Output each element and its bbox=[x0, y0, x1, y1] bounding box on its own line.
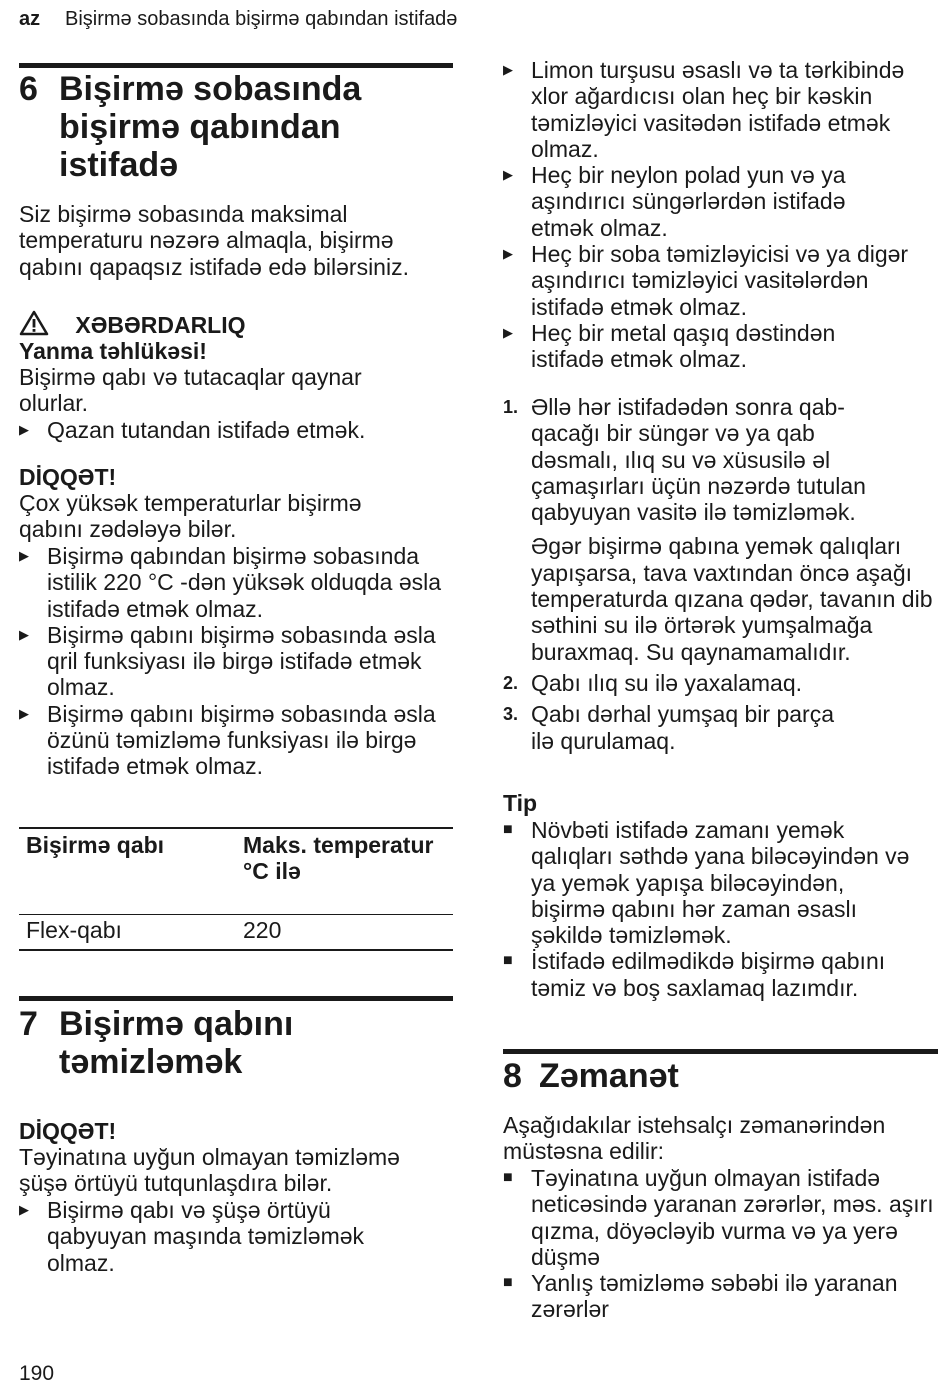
section-number: 8 bbox=[503, 1057, 522, 1095]
list-item: ▶ Bişirmə qabından bişirmə sobasında istilik 220 °C -dən yüksək olduqda əsla istifadə etmək olmaz. bbox=[19, 543, 442, 622]
list-item: ▶ Bişirmə qabı və şüşə örtüyü qabyuyan maşında təmizləmək olmaz. bbox=[19, 1197, 365, 1276]
warning-subtitle: Yanma təhlükəsi! bbox=[19, 338, 207, 364]
tip-list bbox=[503, 817, 938, 1001]
bullet-square-icon: ■ bbox=[503, 1274, 513, 1292]
warning-list bbox=[19, 417, 453, 443]
step-item: 2. Qabı ılıq su ilə yaxalamaq. bbox=[503, 669, 803, 696]
list-item: ■ Təyinatına uyğun olmayan istifadə neticəsində yaranan zərərlər, məs. aşırı qızma, döyəcləyib vurma və ya yerə düşmə bbox=[503, 1165, 934, 1270]
section-title: Bişirmə qabını təmizləmək bbox=[59, 1005, 294, 1081]
bullet-triangle-icon: ▶ bbox=[19, 548, 29, 563]
section-number: 7 bbox=[19, 1005, 38, 1043]
warning-triangle-icon bbox=[19, 310, 49, 336]
caution-list bbox=[19, 1197, 453, 1276]
step-note: Əgər bişirmə qabına yemək qalıqları yapışarsa, tava vaxtından öncə aşağı temperaturda qızana qədər, tavanın dib səthini su ilə örtərək yumşalmağa buraxmaq. Su qaynamamalıdır. bbox=[531, 533, 933, 665]
table-bottom-rule bbox=[19, 949, 453, 951]
table-header-cell: Bişirmə qabı bbox=[26, 832, 165, 858]
table-header-cell: Maks. temperatur °C ilə bbox=[243, 832, 434, 885]
section-divider bbox=[19, 996, 453, 1001]
language-code: az bbox=[19, 8, 41, 30]
step-number: 1. bbox=[503, 397, 519, 417]
section-6-intro: Siz bişirmə sobasında maksimal temperaturu nəzərə almaqla, bişirmə qabını qapaqsız istifadə edə bilərsiniz. bbox=[19, 201, 409, 280]
caution-text: Çox yüksək temperaturlar bişirmə qabını zədələyə bilər. bbox=[19, 490, 362, 543]
bullet-triangle-icon: ▶ bbox=[19, 422, 29, 437]
caution-list-continued bbox=[503, 57, 938, 373]
list-item: ■ Növbəti istifadə zamanı yemək qalıqları səthdə yana biləcəyindən və ya yemək yapışa biləcəyindən, bişirmə qabını hər zaman əsaslı şəkildə təmizləmək. bbox=[503, 817, 910, 949]
section-divider bbox=[19, 63, 453, 68]
caution-heading: DİQQƏT! bbox=[19, 1118, 117, 1144]
list-item: ■ İstifadə edilmədikdə bişirmə qabını təmiz və boş saxlamaq lazımdır. bbox=[503, 948, 886, 1001]
step-number: 2. bbox=[503, 672, 519, 693]
list-item: ▶ Bişirmə qabını bişirmə sobasında əsla özünü təmizləmə funksiyası ilə birgə istifadə etmək olmaz. bbox=[19, 700, 436, 780]
cleaning-steps bbox=[503, 394, 938, 754]
bullet-triangle-icon: ▶ bbox=[19, 705, 29, 721]
page-number: 190 bbox=[19, 1362, 55, 1385]
temperature-table bbox=[19, 832, 453, 943]
section-number: 6 bbox=[19, 70, 38, 108]
list-item: ▶ Heç bir metal qaşıq dəstindən istifadə etmək olmaz. bbox=[503, 319, 836, 373]
tip-heading: Tip bbox=[503, 790, 538, 816]
bullet-triangle-icon: ▶ bbox=[503, 62, 513, 77]
section-7-heading bbox=[19, 1005, 453, 1085]
bullet-triangle-icon: ▶ bbox=[503, 167, 513, 183]
warranty-exclusions bbox=[503, 1165, 938, 1323]
section-8-heading bbox=[503, 1057, 938, 1097]
list-item: ▶ Bişirmə qabını bişirmə sobasında əsla qril funksiyası ilə birgə istifadə etmək olmaz. bbox=[19, 621, 436, 701]
list-item: ▶ Heç bir soba təmizləyicisi və ya digər aşındırıcı təmizləyici vasitələrdən istifadə etmək olmaz. bbox=[503, 241, 909, 320]
bullet-square-icon: ■ bbox=[503, 821, 513, 838]
list-item: ■ Yanlış təmizləmə səbəbi ilə yaranan zərərlər bbox=[503, 1270, 898, 1323]
list-item: ▶ Limon turşusu əsaslı və ta tərkibində xlor ağardıcısı olan heç bir kəskin təmizləyici vasitədən istifadə etmək olmaz. bbox=[503, 57, 905, 162]
section-divider bbox=[503, 1049, 938, 1054]
caution-heading: DİQQƏT! bbox=[19, 464, 117, 490]
warning-text: Bişirmə qabı və tutacaqlar qaynar olurlar. bbox=[19, 364, 362, 417]
table-row bbox=[19, 912, 453, 943]
bullet-square-icon: ■ bbox=[503, 952, 513, 970]
table-cell: 220 bbox=[243, 917, 282, 943]
bullet-triangle-icon: ▶ bbox=[19, 626, 29, 642]
table-cell: Flex-qabı bbox=[26, 917, 122, 943]
section-8-intro: Aşağıdakılar istehsalçı zəmanərindən müstəsna edilir: bbox=[503, 1112, 886, 1165]
list-item: ▶ Qazan tutandan istifadə etmək. bbox=[19, 417, 366, 443]
warning-heading bbox=[19, 310, 453, 338]
caution-list bbox=[19, 543, 453, 780]
step-item: 3. Qabı dərhal yumşaq bir parça ilə qurulamaq. bbox=[503, 701, 834, 754]
section-title: Zəmanət bbox=[539, 1057, 679, 1095]
list-item: ▶ Heç bir neylon polad yun və ya aşındırıcı süngərlərdən istifadə etmək olmaz. bbox=[503, 162, 846, 241]
step-number: 3. bbox=[503, 704, 519, 725]
section-6-heading bbox=[19, 70, 453, 190]
warning-label: XƏBƏRDARLIQ bbox=[75, 312, 246, 338]
table-top-rule bbox=[19, 827, 453, 829]
bullet-triangle-icon: ▶ bbox=[503, 324, 513, 340]
bullet-triangle-icon: ▶ bbox=[503, 246, 513, 262]
bullet-square-icon: ■ bbox=[503, 1169, 513, 1186]
section-title: Bişirmə sobasında bişirmə qabından istifadə bbox=[59, 70, 362, 184]
table-header-rule bbox=[19, 914, 453, 915]
running-header: Bişirmə sobasında bişirmə qabından istifadə bbox=[65, 8, 458, 30]
caution-text: Təyinatına uyğun olmayan təmizləmə şüşə örtüyü tutqunlaşdıra bilər. bbox=[19, 1144, 400, 1197]
bullet-triangle-icon: ▶ bbox=[19, 1202, 29, 1217]
table-header-row bbox=[19, 832, 453, 912]
step-item: 1. Əllə hər istifadədən sonra qab-qacağı bir süngər və ya qab dəsmalı, ılıq su və xüsusilə əl çamaşırları üçün nəzərdə tutulan qabyuyan vasitə ilə təmizləmək. bbox=[503, 394, 866, 526]
